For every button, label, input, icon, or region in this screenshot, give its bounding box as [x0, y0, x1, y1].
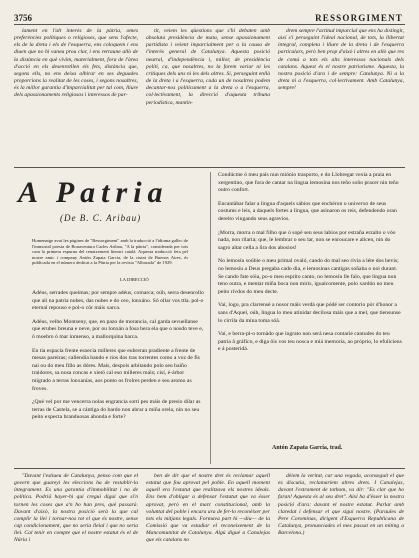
poem-stanza: Adéus, serrades queimas; por sempre adéus, comarca; oúh, serra desenrollo que ali na patria nubes, das nubes e do ceo, lonxáno. Só ollar vos ttla. pol-o eternal repouso e pol-o côr máis xarca. [32, 290, 204, 312]
bottom-column-3 [278, 473, 404, 555]
poem-stanza: ¡Morra, morra o mal filho que ó sopé sen seus labios por estraña erzalto o vóo nada, non rilaria; que, le lembrar o seu lar, non se enroucare e alicen, nin do sagro altar cella a lira dos abosios! [218, 229, 396, 251]
column-divider [210, 172, 211, 464]
header-rule [14, 24, 405, 25]
poem-stanza: Vaí, logo, pra clarrensé a nosor máis verdá que pódé ser contorio pór d'honor a sans d'Aquel, oúh, lingua lo meu atinidar decilosa máis que a mel, que tiensunse lo cirrila da mina toma sóá. [218, 302, 401, 324]
bottom-column-2-text: ben de dir que el nostre dret és reclamar aquell estatut que fou aprovat pel poble. En aquell moment aquell era l'estatut que realitzava els nostres ideals. Ens hem d'obligar a defensar l'estatut que va ésser aprovat, però en el marc constitucional, amb la voluntat del poble i encara ara de fer-lo reconèixer per tots els mitjans legals. Formava part hi —diu— de la Comissió que va estudiar el reconeixement de la Mancomunitat de Catalunya. Algú digué a Canalejas que els catalans no [146, 473, 270, 544]
journal-title: RESSORGIMENT [315, 13, 403, 23]
section-rule-top [14, 167, 405, 168]
bottom-column-2 [146, 473, 270, 555]
poem-stanza: Encantàbar falar a lingua d'aquels sábios que enchéron o univerxo de seus costums e leis, a daquels fortes a lingua, que asinaron os reis, defendendo oran dereito vingando seus agravios. [218, 200, 397, 222]
poem-stanza: No lemosíu soúbie o meu primal ovaló, cando do mal seo rivia a léte dos bevis; no lemosíu a Deus pregaba cado dia, e lemosinas cantigas soñaba o noi durant. Se cando fate sóia, po-o meu esprito canto, no lemosíu lle falo, que lingua non teno outra, e mentar miña boca non miris, igualcomente, polo xardón no meu peito rivdos do meu decte. [218, 258, 399, 295]
top-column-2 [146, 28, 270, 164]
poem-title: A Patria [18, 176, 169, 209]
poem-subtitle: (De B. C. Aribau) [60, 213, 142, 223]
page-number: 3756 [14, 13, 32, 23]
poem-stanza: Condúcme ó meu país nun miónio trasporto, e do Llobregat vexia a praia en xergentino, que fora de cantar na lingua lemosina nos teño soño pracer nin teño outro confort. [218, 172, 399, 194]
poem-stanza: ¿Qué vel por me vencerra nolas engrancia sorti pes máis de presio dilar as terras de Castela, se a cántiga do bardo non abrar a miña orela, nin no seu peito expecta branduosas abonda e forte? [32, 399, 201, 421]
bottom-column-1 [14, 473, 138, 555]
top-column-3 [278, 28, 404, 164]
poem-left-column [32, 290, 204, 462]
top-column-1 [14, 28, 138, 164]
bottom-column-1-text: "Davant l'estiueu de Catalunya, penso com que el govern que guareyi les eleccions ha de restablir-la íntegrament. Es una garantia d'immobilitat i no de política. Podriá hayer-hi qui cregui digui que si'n tornen les coses que a'n ho han pres, què passarà. Davant d'això, la nostra posició serà la que cal complir la llei i tornar-nos tot el que és nostre, sense cap condicionament, que no seria lleial i que no seria llei. Cal tenir en compte que el nostre estatut és el de Núria i [14, 473, 138, 544]
poem-stanza: En tia espacia frente esnecia milleres que eubreran pradiente a frente de mesas pareiras; callendia bando e rios dos tras torrentes como a voz de fis nai ou do meu fillo as dóres. Mais, despois arbitando polo seu baiño traidores, sa nosa concas e xietó cal eso milleres máis; cisí, é-árbor mígrado a terras lonxanías, aos ponto os frolres perden e seu aromo as froves. [32, 347, 200, 392]
poem-stanza: Adéus, velho Montseny, que, en pazo de morancia, cal garda sevuellanse que erubes breuna e neve, por ou lonxán a fosa bera ela que o nosdo teve e, ô moebro ó mar inmenso, a mallorquina barca. [32, 318, 204, 340]
poem-signature: Antón Zapata García, trad. [272, 445, 343, 451]
intro-note: Homenatge avui les pàgines de "Ressorgiment" amb la traducció a l'idioma gallec de l'immortal poesia de Bonaventura Carles Aribau, "A la pàtria", considerada per tots com la primera espurna del renaixement literari català. Aquesta traducció feta pel nostre amic i company Antón Zapata Garcia, de la ciutat de Buenos Aires, és publicada en el número dedicat a la Pàtria per la revista "Alborada" de 1929. [32, 238, 188, 266]
top-column-1-text: lament en l'alt interès de la pàtria, omes preferències polítiques o religioses, que sens l'afecte, els de la dreta i els de l'esquerra, ens coloquem i ens diuen que no hi vaneu prou clar, i ens retraune allò de la distància en què vivim, materialment, fora de l'àrea d'acció en els desenrotllen els fets, distància que, segons ells, no ens deixa albirar en ses deguades proporcions la realitat de les coses, i segons nosaltres, és la millor garantia d'imparcialitat per tal com, lliure dels apassionaments religiosos i interessos de par- [14, 28, 138, 99]
bottom-column-3-text: dèiem la veritat, car una vegada, aconseguit el que es discutia, reclamaríem altres drets. I Canalejas, davant l'estrament de tothom, va dir: "Es clar que ho faran! Aquesta és al seu dret". Així ha d'ésser la nostra posició d'ara: davant el nostre estatut. Parlar amb claredat i defensar el que sigui nostre. (Paraules de Pere Corominas, dirigent d'Esquerra Republicana de Catalunya, pronunciades el mes passat en un míting a Barcelona.) [278, 473, 404, 537]
poem-right-column [218, 172, 404, 440]
top-column-2-text: tit, veiem les qüestions que s'hi debaten amb absoluta presidència de mata, sense apassionament partidista i veient imparcialment per a la causa de l'interès general de Catalunya. Aquesta posició neutral, d'independència i, millor, de presidència políti, ca, que nosaltres, no la farem variar ni les crítiques dels uns ni les dels altres. Si, perseguint enllà de la dreta i a l'esquerra, cada un de nosaltres podem decantar-nos políticament a la dreta o a l'esquerra, col·lectivament, la direcció d'aquesta tribuna periodística, mantin- [146, 28, 270, 106]
intro-note-signature: LA DIRECCIÓ [120, 277, 149, 282]
top-column-3-text: drem sempre l'actitud imparcial que ens ha distingit, així s'i perseguint l'ideal nacional, de tots, la llibertat integral, completa i lliure de la dreta i de l'esquerra particulars, però ben prop d'això i altres en allò que res de comú a tots els alts interessos nacionals dels catalans. Aquest és el nostre patriotisme. Aquesta, la nostra posició d'ara i de sempre: Catalunya. Ni a la dreta ni a l'esquerra, col·lectivament. Amb Catalunya, sempre! [278, 28, 404, 92]
poem-stanza: Vaí, e berra-pl-o tornàdo que ingrato non será nesa contarie cantudes do teu patria â gráfico, e diga ôis vos teu nosca e miá memoria, ao próprio, lo efuliciens e á posteridá. [218, 331, 402, 353]
section-rule-bottom [14, 468, 405, 469]
